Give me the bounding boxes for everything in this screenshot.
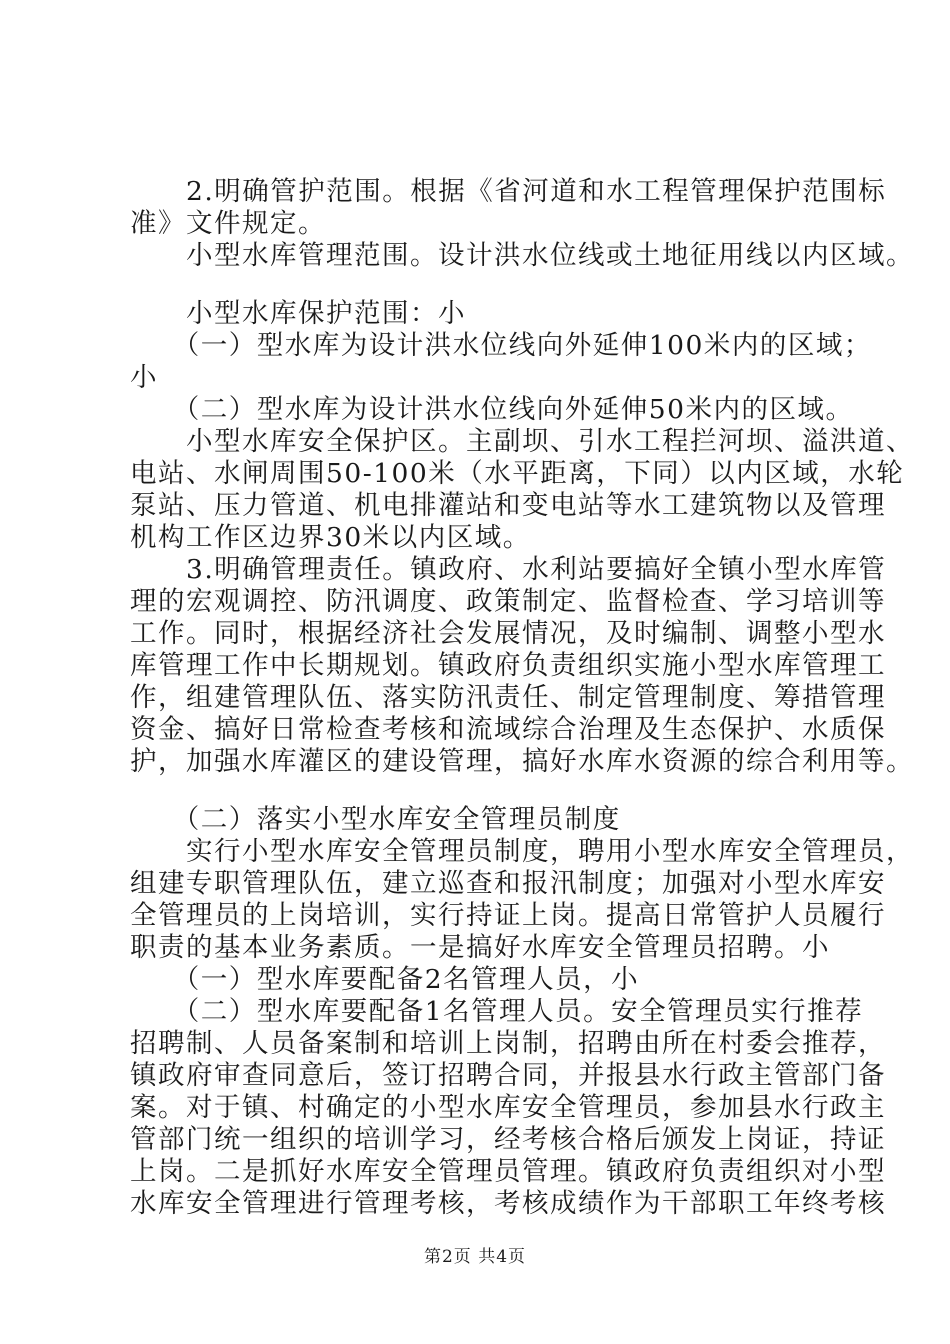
text-line: 职责的基本业务素质。一是搞好水库安全管理员招聘。小 — [130, 932, 830, 963]
text-line: 工作。同时，根据经济社会发展情况，及时编制、调整小型水 — [130, 618, 886, 649]
text-line: （一）型水库要配备2名管理人员，小 — [130, 964, 640, 995]
text-line: 案。对于镇、村确定的小型水库安全管理员，参加县水行政主 — [130, 1092, 886, 1123]
text-line: 镇政府审查同意后，签订招聘合同，并报县水行政主管部门备 — [130, 1060, 886, 1091]
text-line: 水库安全管理进行管理考核，考核成绩作为干部职工年终考核 — [130, 1188, 886, 1219]
text-line: 小型水库保护范围：小 — [130, 298, 466, 329]
text-line: 3.明确管理责任。镇政府、水利站要搞好全镇小型水库管 — [130, 554, 887, 585]
text-line: 机构工作区边界30米以内区域。 — [130, 522, 531, 553]
text-line: （二）型水库为设计洪水位线向外延伸50米内的区域。 — [130, 394, 854, 425]
text-line: 管部门统一组织的培训学习，经考核合格后颁发上岗证，持证 — [130, 1124, 886, 1155]
text-line: 护，加强水库灌区的建设管理，搞好水库水资源的综合利用等。 — [130, 746, 914, 777]
text-line: 全管理员的上岗培训，实行持证上岗。提高日常管护人员履行 — [130, 900, 886, 931]
text-line: 理的宏观调控、防汛调度、政策制定、监督检查、学习培训等 — [130, 586, 886, 617]
text-line: 小型水库安全保护区。主副坝、引水工程拦河坝、溢洪道、 — [130, 426, 914, 457]
text-line: 泵站、压力管道、机电排灌站和变电站等水工建筑物以及管理 — [130, 490, 886, 521]
text-line: 招聘制、人员备案制和培训上岗制，招聘由所在村委会推荐， — [130, 1028, 886, 1059]
text-line: 组建专职管理队伍，建立巡查和报汛制度；加强对小型水库安 — [130, 868, 886, 899]
text-line: 上岗。二是抓好水库安全管理员管理。镇政府负责组织对小型 — [130, 1156, 886, 1187]
text-line: 库管理工作中长期规划。镇政府负责组织实施小型水库管理工 — [130, 650, 886, 681]
text-line: （一）型水库为设计洪水位线向外延伸100米内的区域； — [130, 330, 872, 361]
text-line: 作，组建管理队伍、落实防汛责任、制定管理制度、筹措管理 — [130, 682, 886, 713]
text-line: 小 — [130, 362, 158, 393]
text-line: 实行小型水库安全管理员制度，聘用小型水库安全管理员， — [130, 836, 914, 867]
text-line: （二）落实小型水库安全管理员制度 — [130, 804, 621, 835]
text-line: （二）型水库要配备1名管理人员。安全管理员实行推荐 — [130, 996, 864, 1027]
page-footer: 第2页 共4页 — [423, 1247, 527, 1267]
text-line: 2.明确管护范围。根据《省河道和水工程管理保护范围标 — [130, 176, 887, 207]
text-line: 小型水库管理范围。设计洪水位线或土地征用线以内区域。 — [130, 240, 914, 271]
text-line: 资金、搞好日常检查考核和流域综合治理及生态保护、水质保 — [130, 714, 886, 745]
text-line: 电站、水闸周围50-100米（水平距离，下同）以内区域，水轮 — [130, 458, 905, 489]
text-line: 准》文件规定。 — [130, 208, 326, 239]
